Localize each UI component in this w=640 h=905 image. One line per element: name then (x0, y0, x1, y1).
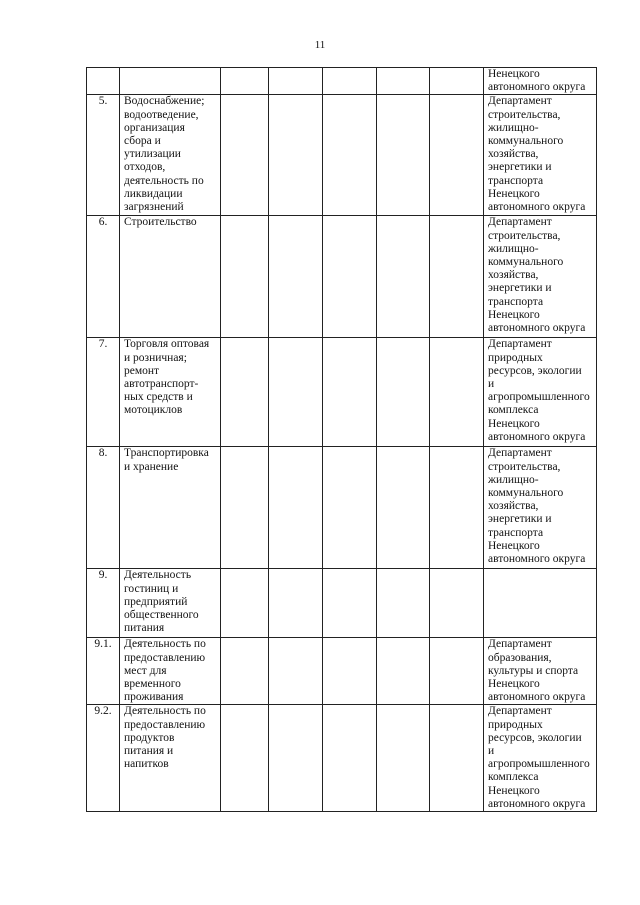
activity-cell: Деятельность по предоставлению продуктов питания и напитков (120, 705, 221, 812)
empty-cell (269, 569, 323, 638)
empty-cell (377, 338, 430, 447)
empty-cell (323, 638, 377, 705)
row-number-cell (87, 68, 120, 95)
empty-cell (221, 68, 269, 95)
empty-cell (430, 338, 484, 447)
department-cell: Департамент природных ресурсов, экологии и агропромышленного комплекса Ненецкого автономного округа (484, 705, 597, 812)
row-number-cell: 6. (87, 216, 120, 338)
empty-cell (430, 95, 484, 216)
row-number-cell: 8. (87, 447, 120, 569)
regulation-table (86, 67, 597, 812)
department-cell: Департамент строительства, жилищно- коммунального хозяйства, энергетики и транспорта Ненецкого автономного округа (484, 216, 597, 338)
activity-cell: Деятельность гостиниц и предприятий общественного питания (120, 569, 221, 638)
table-row (87, 569, 597, 638)
activity-cell (120, 68, 221, 95)
empty-cell (269, 68, 323, 95)
page-number: 11 (314, 39, 326, 51)
empty-cell (377, 569, 430, 638)
empty-cell (221, 95, 269, 216)
empty-cell (269, 95, 323, 216)
empty-cell (323, 68, 377, 95)
department-cell: Департамент строительства, жилищно- коммунального хозяйства, энергетики и транспорта Ненецкого автономного округа (484, 95, 597, 216)
empty-cell (269, 705, 323, 812)
table-row (87, 447, 597, 569)
activity-cell: Водоснабжение; водоотведение, организация сбора и утилизации отходов, деятельность по ликвидации загрязнений (120, 95, 221, 216)
row-number-cell: 9.1. (87, 638, 120, 705)
empty-cell (430, 68, 484, 95)
row-number-cell: 9. (87, 569, 120, 638)
empty-cell (377, 638, 430, 705)
table-row (87, 68, 597, 95)
empty-cell (221, 338, 269, 447)
row-number-cell: 9.2. (87, 705, 120, 812)
empty-cell (377, 447, 430, 569)
empty-cell (221, 216, 269, 338)
empty-cell (323, 95, 377, 216)
table-row (87, 216, 597, 338)
department-cell (484, 569, 597, 638)
empty-cell (269, 638, 323, 705)
empty-cell (323, 447, 377, 569)
activity-cell: Деятельность по предоставлению мест для временного проживания (120, 638, 221, 705)
empty-cell (430, 705, 484, 812)
empty-cell (377, 216, 430, 338)
activity-cell: Строительство (120, 216, 221, 338)
empty-cell (221, 705, 269, 812)
table-row (87, 95, 597, 216)
empty-cell (323, 216, 377, 338)
empty-cell (323, 705, 377, 812)
empty-cell (377, 705, 430, 812)
empty-cell (323, 569, 377, 638)
department-cell: Департамент строительства, жилищно- коммунального хозяйства, энергетики и транспорта Ненецкого автономного округа (484, 447, 597, 569)
empty-cell (269, 447, 323, 569)
empty-cell (430, 638, 484, 705)
empty-cell (377, 68, 430, 95)
empty-cell (377, 95, 430, 216)
empty-cell (269, 338, 323, 447)
department-cell: Департамент природных ресурсов, экологии и агропромышленного комплекса Ненецкого автономного округа (484, 338, 597, 447)
table-row (87, 705, 597, 812)
activity-cell: Транспортировка и хранение (120, 447, 221, 569)
row-number-cell: 7. (87, 338, 120, 447)
empty-cell (430, 569, 484, 638)
empty-cell (430, 447, 484, 569)
empty-cell (430, 216, 484, 338)
activity-cell: Торговля оптовая и розничная; ремонт автотранспорт- ных средств и мотоциклов (120, 338, 221, 447)
empty-cell (221, 569, 269, 638)
department-cell: Департамент образования, культуры и спорта Ненецкого автономного округа (484, 638, 597, 705)
empty-cell (323, 338, 377, 447)
empty-cell (269, 216, 323, 338)
table-row (87, 338, 597, 447)
table-row (87, 638, 597, 705)
department-cell: Ненецкого автономного округа (484, 68, 597, 95)
empty-cell (221, 447, 269, 569)
empty-cell (221, 638, 269, 705)
row-number-cell: 5. (87, 95, 120, 216)
